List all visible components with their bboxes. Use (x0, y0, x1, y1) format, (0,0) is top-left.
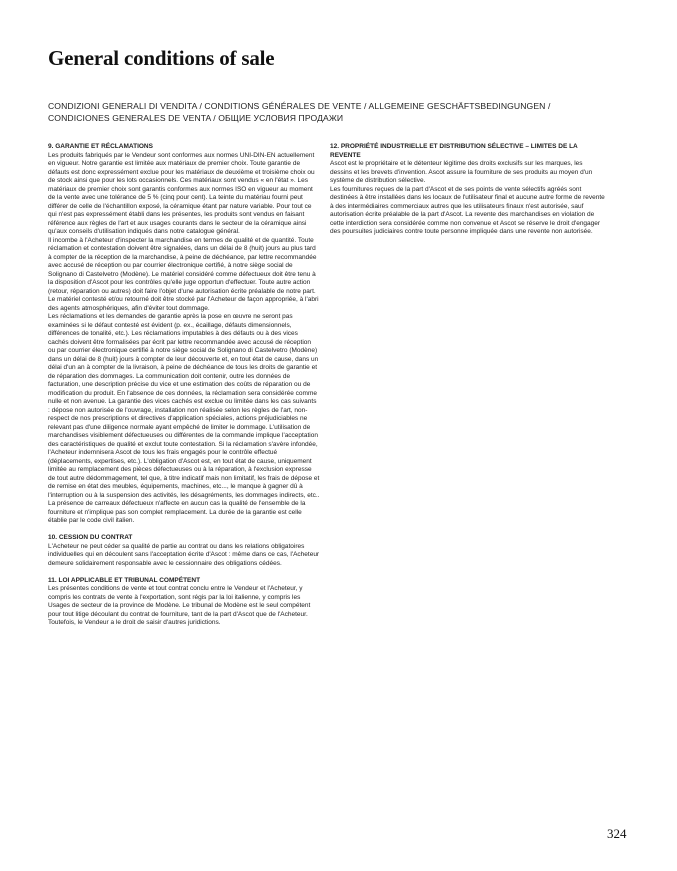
section-warranty (48, 143, 320, 526)
section-heading: 9. GARANTIE ET RÉCLAMATIONS (48, 143, 153, 150)
right-column (330, 143, 605, 245)
section-paragraph: L'Acheteur ne peut céder sa qualité de partie au contrat ou dans les relations obligatoires individuelles qui en découlent sans l'acceptation écrite d'Ascot : même dans ce cas, l'Acheteur demeure solidairement responsable avec le cessionnaire des obligations cédées. (48, 542, 320, 567)
page-title: General conditions of sale (48, 46, 275, 70)
section-paragraph: Les fournitures reçues de la part d'Ascot et de ses points de vente sélectifs agréés sont destinées à être installées dans les locaux de l'utilisateur final et aucune autre forme de revente à des intermédiaires commerciaux autres que les utilisateurs finaux n'est autorisée, sauf autorisation écrite préalable de la part d'Ascot. La revente des marchandises en violation de cette interdiction sera considérée comme non convenue et Ascot se réserve le droit d'engager des poursuites judiciaires contre toute personne impliquée dans une revente non autorisée. (330, 185, 605, 235)
section-paragraph: Les produits fabriqués par le Vendeur sont conformes aux normes UNI-DIN-EN actuellement en vigueur. Notre garantie est limitée aux matériaux de premier choix. Toute garantie de défauts est donc expressément exclue pour les matériaux de deuxième et troisième choix ou de stock ainsi que pour les lots occasionnels. Ces matériaux sont vendus « en l'état ». Les matériaux de premier choix sont garantis conformes aux normes ISO en vigueur au moment de la vente avec une tolérance de 5 % (cinq pour cent). La teinte du matériau fourni peut différer de celle de l'échantillon exposé, la céramique étant par nature variable. Pour tout ce qui n'est pas expressément établi dans les présentes, les produits sont vendus en faisant référence aux règles de l'art et aux usages courants dans le secteur de la céramique ainsi qu'aux conseils d'utilisation indiqués dans notre catalogue général. (48, 151, 315, 235)
section-heading: 12. PROPRIÉTÉ INDUSTRIELLE ET DISTRIBUTION SÉLECTIVE – LIMITES DE LA REVENTE (330, 143, 578, 159)
section-heading: 10. CESSION DU CONTRAT (48, 534, 133, 541)
section-heading: 11. LOI APPLICABLE ET TRIBUNAL COMPÉTENT (48, 576, 201, 584)
section-paragraph: Les réclamations et les demandes de garantie après la pose en œuvre ne seront pas examinées si le défaut contesté est évident (p. ex., écaillage, défauts dimensionnels, différences de tonalité, etc.). Les réclamations imputables à des défauts ou à des vices cachés doivent être formalisées par écrit par lettre recommandée avec accusé de réception ou par courrier électronique certifié à notre siège social de Solignano di Castelvetro (Modène) dans un délai de 8 (huit) jours à compter de leur découverte et, en tout état de cause, dans un délai d'un an à compter de la livraison, à peine de déchéance de tous les droits de garantie et de réparation des dommages. La communication doit contenir, outre les données de facturation, une description précise du vice et une estimation des coûts de réparation ou de modification du produit. En l'absence de ces données, la réclamation sera considérée comme nulle et non avenue. La garantie des vices cachés est exclue ou limitée dans les cas suivants : dépose non autorisée de l'ouvrage, installation non réalisée selon les règles de l'art, non-respect de nos prescriptions et directives d'application spéciales, actions préjudiciables ne relevant pas d'une diligence normale ayant empêché de limiter le dommage. L'utilisation de marchandises visiblement défectueuses ou différentes de la commande implique l'acceptation des caractéristiques de qualité et exclut toute contestation. Si la réclamation s'avère infondée, l'Acheteur indemnisera Ascot de tous les frais engagés pour le contrôle effectué (déplacements, expertises, etc.). L'obligation d'Ascot est, en tout état de cause, uniquement limitée au remplacement des pièces défectueuses ou à la réparation, à l'exclusion expresse de tout autre dédommagement, tel que, à titre indicatif mais non limitatif, les frais de dépose et de remise en état des meubles, équipements, machines, etc..., le manque à gagner dû à l'interruption ou à la suspension des activités, les désagréments, les dommages indirects, etc.. La présence de carreaux défectueux n'affecte en aucun cas la qualité de l'ensemble de la fourniture et n'implique pas son complet remplacement. La durée de la garantie est celle établie par le code civil italien. (48, 313, 320, 524)
section-applicable-law (48, 577, 320, 628)
section-industrial-property (330, 143, 605, 237)
left-column (48, 143, 320, 636)
section-paragraph: Ascot est le propriétaire et le détenteur légitime des droits exclusifs sur les marques, les dessins et les brevets d'invention. Ascot assure la fourniture de ses produits au moyen d'un système de distribution sélective. (330, 160, 593, 184)
page-number: 324 (607, 826, 627, 841)
section-contract-assignment (48, 534, 320, 568)
section-paragraph: Les présentes conditions de vente et tout contrat conclu entre le Vendeur et l'Acheteur, y compris les contrats de vente à l'exportation, sont régis par la loi italienne, y compris les Usages de secteur de la province de Modène. Le tribunal de Modène est le seul compétent pour tout litige découlant du contrat de fourniture, tant de la part d'Ascot que de l'Acheteur. Toutefois, le Vendeur a le droit de saisir d'autres juridictions. (48, 585, 311, 626)
section-paragraph: Il incombe à l'Acheteur d'inspecter la marchandise en termes de qualité et de quantité. Toute réclamation et contestation doivent être signalées, dans un délai de 8 (huit) jours au plus tard à compter de la réception de la marchandise, à peine de déchéance, par lettre recommandée avec accusé de réception ou par courrier électronique certifié, à notre siège social de Solignano di Castelvetro (Modène). Le matériel considéré comme défectueux doit être tenu à la disposition d'Ascot pour les contrôles qu'elle juge opportun d'effectuer. Toute autre action (retour, réparation ou autres) doit faire l'objet d'une autorisation écrite préalable de notre part. Le matériel contesté et/ou retourné doit être stocké par l'Acheteur de façon appropriée, à l'abri des agents atmosphériques, afin d'éviter tout dommage. (48, 236, 319, 312)
page-subtitle: CONDIZIONI GENERALI DI VENDITA / CONDITIONS GÉNÉRALES DE VENTE / ALLGEMEINE GESCHÄFTSBEDINGUNGEN / CONDICIONES GENERALES DE VENTA / ОБЩИЕ УСЛОВИЯ ПРОДАЖИ (48, 101, 551, 123)
